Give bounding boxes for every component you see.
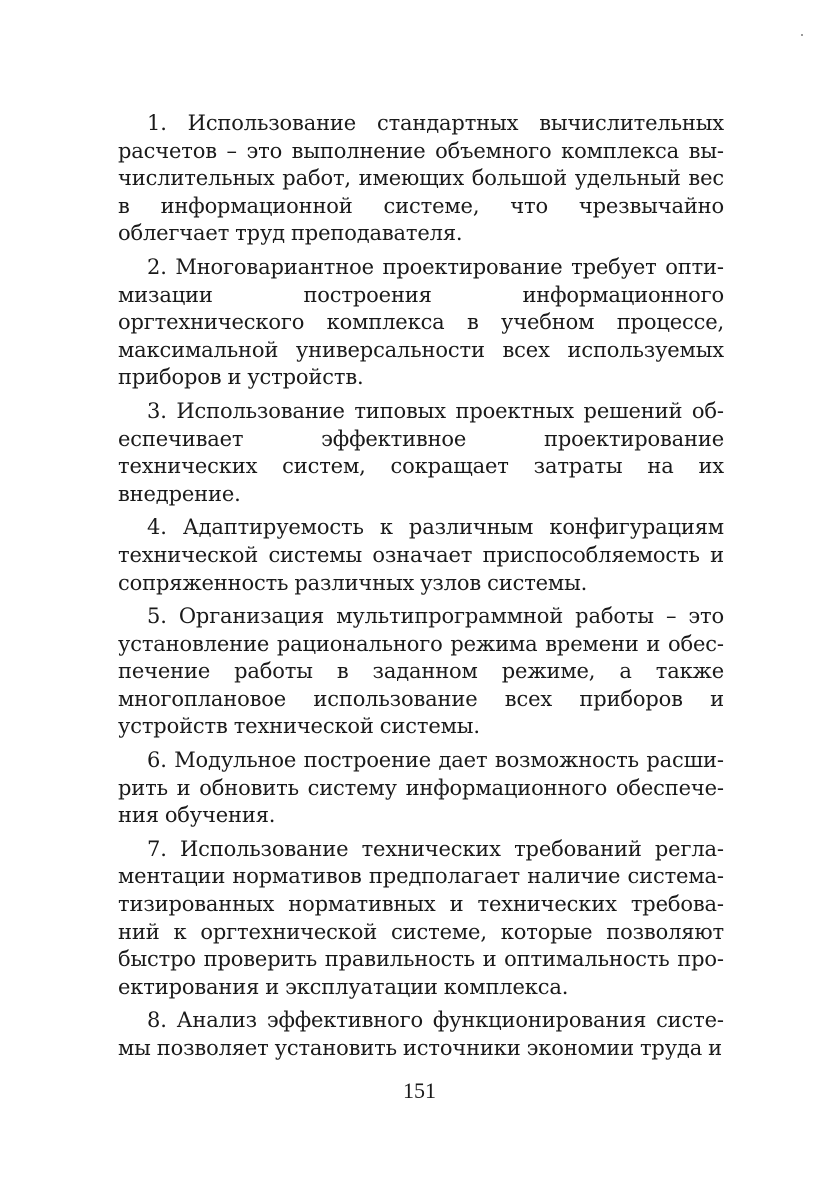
paragraph-5: 5. Организация мультипрограммной работы – это установление рационального режима времени и обеспечение работы в заданном режиме, а также многоплановое использование всех приборов и устройств технической системы. bbox=[118, 604, 724, 739]
paragraph-3: 3. Использование типовых проектных решений обеспечивает эффективное проектирование технических систем, сокращает затраты на их внедрение. bbox=[118, 398, 724, 506]
body-text bbox=[118, 110, 724, 1069]
paragraph-2: 2. Многовариантное проектирование требует оптимизации построения информационного оргтехнического комплекса в учебном процессе, максимальной универсальности всех используемых приборов и устройств. bbox=[118, 254, 724, 390]
paragraph-4: 4. Адаптируемость к различным конфигурациям технической системы означает приспособляемость и сопряженность различных узлов системы. bbox=[118, 515, 724, 595]
paragraph-6: 6. Модульное построение дает возможность расширить и обновить систему информационного обеспечения обучения. bbox=[118, 748, 724, 828]
scan-speck bbox=[801, 34, 803, 36]
paragraph-8: 8. Анализ эффективного функционирования системы позволяет установить источники экономии труда и bbox=[118, 1008, 724, 1060]
paragraph-1: 1. Использование стандартных вычислительных расчетов – это выполнение объемного комплекса вычислительных работ, имеющих большой удельный вес в информационной системе, что чрезвычайно облегчает труд преподавателя. bbox=[118, 111, 724, 246]
paragraph-7: 7. Использование технических требований регламентации нормативов предполагает наличие систематизированных нормативных и технических требований к оргтехнической системе, которые позволяют быстро проверить правильность и оптимальность проектирования и эксплуатации комплекса. bbox=[118, 836, 724, 999]
page-number: 151 bbox=[403, 1078, 436, 1103]
